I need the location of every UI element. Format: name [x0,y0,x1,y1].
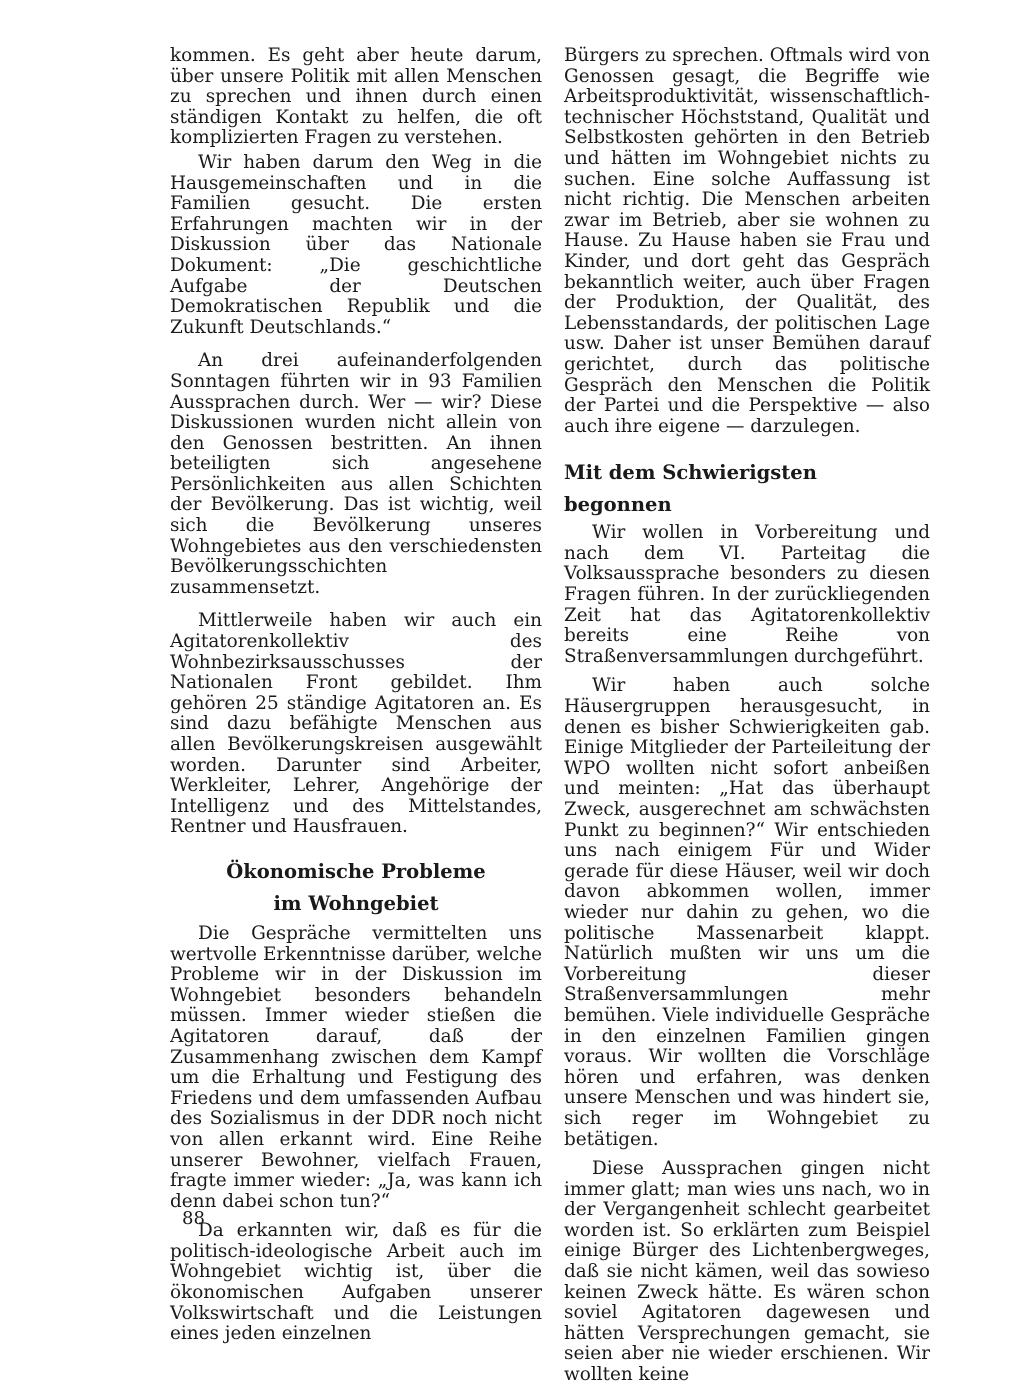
paragraph: Bürgers zu sprechen. Oftmals wird von Genossen gesagt, die Begriffe wie Arbeitsproduktivität, wissenschaftlich-technischer Höchststand, Qualität und Selbstkosten gehörten in den Betrieb und hätten im Wohngebiet nichts zu suchen. Eine solche Auffassung ist nicht richtig. Die Menschen arbeiten zwar im Betrieb, aber sie wohnen zu Hause. Zu Hause haben sie Frau und Kinder, und dort geht das Gespräch bekanntlich weiter, auch über Fragen der Produktion, der Qualität, des Lebensstandards, der politischen Lage usw. Daher ist unser Bemühen darauf gerichtet, durch das politische Gespräch den Menschen die Politik der Partei und die Perspektive — also auch ihre eigene — darzulegen. [564,45,930,437]
page-number: 88 [182,1208,205,1229]
paragraph: Mittlerweile haben wir auch ein Agitatorenkollektiv des Wohnbezirksausschusses der Nationalen Front gebildet. Ihm gehören 25 ständige Agitatoren an. Es sind dazu befähigte Menschen aus allen Bevölkerungskreisen ausgewählt worden. Darunter sind Arbeiter, Werkleiter, Lehrer, Angehörige der Intelligenz und des Mittelstandes, Rentner und Hausfrauen. [170,610,542,838]
section-heading-line-2: im Wohngebiet [273,891,439,915]
paragraph: kommen. Es geht aber heute darum, über unsere Politik mit allen Menschen zu sprechen und ihnen durch einen ständigen Kontakt zu helfen, die oft komplizierten Fragen zu verstehen. [170,45,542,149]
section-heading-line-1: Ökonomische Probleme [226,859,486,883]
paragraph: Die Gespräche vermittelten uns wertvolle Erkenntnisse darüber, welche Probleme wir in der Diskussion im Wohngebiet besonders behandeln müssen. Immer wieder stießen die Agitatoren darauf, daß der Zusammenhang zwischen dem Kampf um die Erhaltung und Festigung des Friedens und dem umfassenden Aufbau des Sozialismus in der DDR noch nicht von allen erkannt wird. Eine Reihe unserer Bewohner, vielfach Frauen, fragte immer wieder: „Ja, was kann ich denn dabei schon tun?“ [170,922,542,1212]
paragraph: Wir wollen in Vorbereitung und nach dem VI. Parteitag die Volksaussprache besonders zu diesen Fragen führen. In der zurückliegenden Zeit hat das Agitatorenkollektiv bereits eine Reihe von Straßenversammlungen durchgeführt. [564,522,930,667]
paragraph: Da erkannten wir, daß es für die politisch-ideologische Arbeit auch im Wohngebiet wichtig ist, über die ökonomischen Aufgaben unserer Volkswirtschaft und die Leistungen eines jeden einzelnen [170,1220,542,1345]
left-column [170,46,542,1345]
paragraph: Wir haben auch solche Häusergruppen herausgesucht, in denen es bisher Schwierigkeiten gab. Einige Mitglieder der Parteileitung der WPO wollten nicht sofort anbeißen und meinten: „Hat das überhaupt Zweck, ausgerechnet am schwächsten Punkt zu beginnen?“ Wir entschieden uns nach einigem Für und Wider gerade für diese Häuser, weil wir doch davon abkommen wollen, immer wieder nur dahin zu gehen, wo die politische Massenarbeit klappt. Natürlich mußten wir uns um die Vorbereitung dieser Straßenversammlungen mehr bemühen. Viele individuelle Gespräche in den einzelnen Familien gingen voraus. Wir wollten die Vorschläge hören und erfahren, was denken unsere Menschen und was hindert sie, sich reger im Wohngebiet zu betätigen. [564,675,930,1150]
paragraph: Diese Aussprachen gingen nicht immer glatt; man wies uns nach, wo in der Vergangenheit schlecht gearbeitet worden ist. So erklärten zum Beispiel einige Bürger des Lichtenbergweges, daß sie nicht kämen, weil das sowieso keinen Zweck hätte. Es wären schon soviel Agitatoren dagewesen und hätten Versprechungen gemacht, sie seien aber nie wieder erschienen. Wir wollten keine [564,1158,930,1386]
section-heading [170,856,542,920]
paragraph: Wir haben darum den Weg in die Hausgemeinschaften und in die Familien gesucht. Die ersten Erfahrungen machten wir in der Diskussion über das Nationale Dokument: „Die geschichtliche Aufgabe der Deutschen Demokratischen Republik und die Zukunft Deutschlands.“ [170,151,542,338]
section-heading: Mit dem Schwierigsten begonnen [564,461,817,517]
right-column [564,46,930,1386]
paragraph: An drei aufeinanderfolgenden Sonntagen führten wir in 93 Familien Aussprachen durch. Wer — wir? Diese Diskussionen wurden nicht allein von den Genossen bestritten. An ihnen beteiligten sich angesehene Persönlichkeiten aus allen Schichten der Bevölkerung. Das ist wichtig, weil sich die Bevölkerung unseres Wohngebietes aus den verschiedensten Bevölkerungsschichten zusammensetzt. [170,350,542,598]
